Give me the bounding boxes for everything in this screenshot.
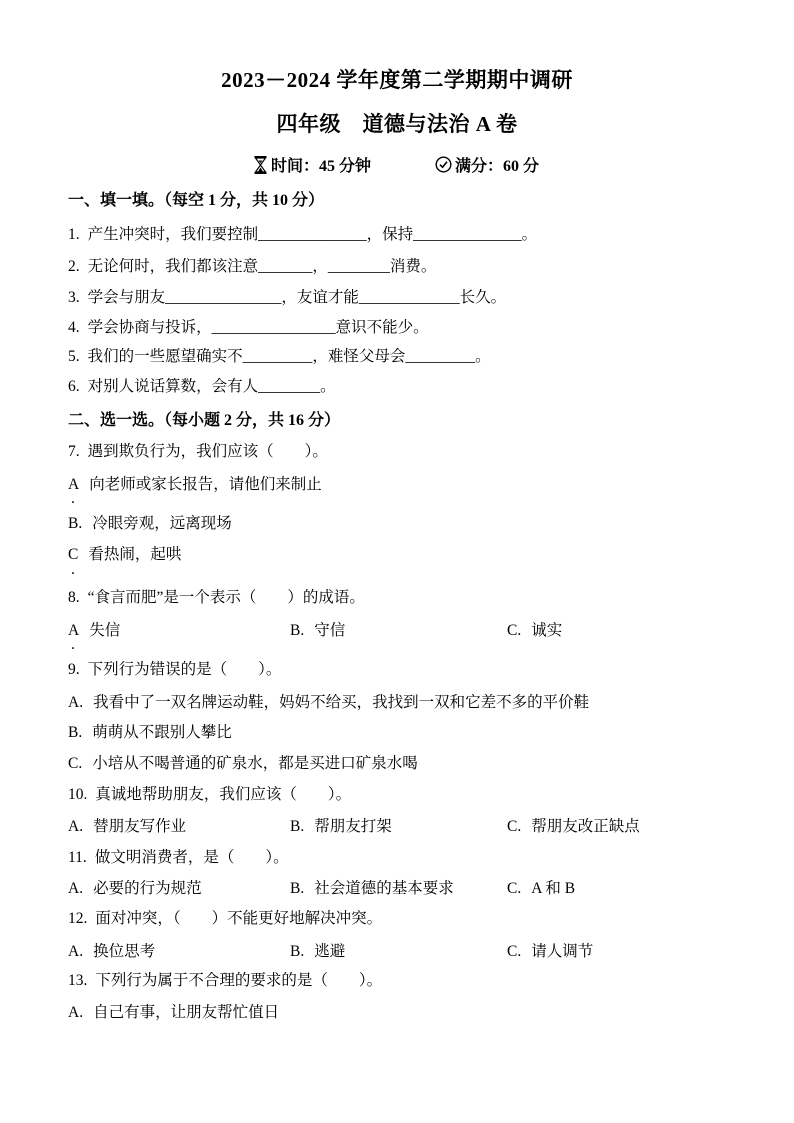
option-label: A. xyxy=(68,1004,84,1021)
section-2-heading: 二、选一选。（每小题 2 分，共 16 分） xyxy=(68,412,341,429)
fill-item-5 xyxy=(68,346,491,368)
option-label: A. xyxy=(68,943,84,960)
options-row-10 xyxy=(68,816,748,838)
question-number: 7. xyxy=(68,443,80,460)
option-label: B. xyxy=(290,818,305,835)
option-label: A xyxy=(68,476,80,493)
item-text: 产生冲突时，我们要控制______________，保持______________。 xyxy=(87,226,538,243)
options-row-12 xyxy=(68,941,748,963)
options-row-11 xyxy=(68,878,748,900)
question-text: 下列行为错误的是（ ）。 xyxy=(87,661,282,678)
option-8-c xyxy=(507,620,562,642)
option-text: 冷眼旁观，远离现场 xyxy=(92,515,232,532)
question-10 xyxy=(68,784,351,806)
question-9 xyxy=(68,659,281,681)
page-title: 2023－2024 学年度第二学期期中调研 xyxy=(221,68,573,92)
question-8 xyxy=(68,587,365,609)
option-label: A. xyxy=(68,880,84,897)
time-label: 时间：45 分钟 xyxy=(271,158,372,175)
option-text: 逃避 xyxy=(314,943,346,960)
item-text: 对别人说话算数，会有人________。 xyxy=(87,378,336,395)
option-12-c xyxy=(507,941,593,963)
option-label: B. xyxy=(68,724,83,741)
question-11 xyxy=(68,847,289,869)
option-13-a xyxy=(68,1002,279,1024)
stray-period: . xyxy=(71,490,75,507)
fill-item-1 xyxy=(68,224,537,246)
option-label: C. xyxy=(507,622,522,639)
option-text: 帮朋友打架 xyxy=(314,818,392,835)
option-9-c xyxy=(68,753,418,775)
question-number: 9. xyxy=(68,661,80,678)
option-text: 我看中了一双名牌运动鞋，妈妈不给买，我找到一双和它差不多的平价鞋 xyxy=(93,694,590,711)
option-text: 请人调节 xyxy=(531,943,594,960)
option-11-c xyxy=(507,878,575,900)
score-info xyxy=(435,153,539,176)
option-7-c xyxy=(68,544,181,566)
item-number: 6. xyxy=(68,378,80,395)
option-label: C. xyxy=(507,943,522,960)
question-text: 遇到欺负行为，我们应该（ ）。 xyxy=(87,443,328,460)
option-text: 向老师或家长报告，请他们来制止 xyxy=(89,476,322,493)
question-number: 11. xyxy=(68,849,87,866)
option-label: B. xyxy=(290,880,305,897)
option-text: 自己有事，让朋友帮忙值日 xyxy=(93,1004,280,1021)
item-text: 我们的一些愿望确实不_________，难怪父母会_________。 xyxy=(87,348,491,365)
option-10-c xyxy=(507,816,640,838)
option-text: 小培从不喝普通的矿泉水，都是买进口矿泉水喝 xyxy=(92,755,418,772)
option-text: 必要的行为规范 xyxy=(93,880,202,897)
option-label: A. xyxy=(68,818,84,835)
option-text: 守信 xyxy=(314,622,346,639)
item-text: 学会协商与投诉，________________意识不能少。 xyxy=(87,319,429,336)
option-7-b xyxy=(68,513,232,535)
option-12-a xyxy=(68,941,155,963)
option-8-a xyxy=(68,620,120,642)
fill-item-3 xyxy=(68,287,506,309)
item-number: 5. xyxy=(68,348,80,365)
question-number: 10. xyxy=(68,786,88,803)
option-text: 替朋友写作业 xyxy=(93,818,187,835)
option-text: 失信 xyxy=(89,622,121,639)
hourglass-icon xyxy=(253,156,268,174)
fill-item-2 xyxy=(68,256,436,278)
item-number: 1. xyxy=(68,226,80,243)
stray-period: . xyxy=(71,636,75,653)
option-label: C. xyxy=(68,755,83,772)
option-10-b xyxy=(290,816,392,838)
item-text: 学会与朋友_______________，友谊才能_____________长久。 xyxy=(87,289,507,306)
fill-item-6 xyxy=(68,376,336,398)
option-12-b xyxy=(290,941,345,963)
options-row-8 xyxy=(68,620,748,642)
question-text: 做文明消费者，是（ ）。 xyxy=(94,849,289,866)
option-9-b xyxy=(68,722,232,744)
question-number: 13. xyxy=(68,972,88,989)
question-text: 下列行为属于不合理的要求的是（ ）。 xyxy=(95,972,383,989)
section-1-heading: 一、填一填。（每空 1 分，共 10 分） xyxy=(68,192,325,209)
option-label: C. xyxy=(507,880,522,897)
option-text: 换位思考 xyxy=(93,943,156,960)
option-label: B. xyxy=(290,622,305,639)
option-label: C xyxy=(68,546,79,563)
question-text: 面对冲突，（ ）不能更好地解决冲突。 xyxy=(95,910,383,927)
score-label: 满分：60 分 xyxy=(455,158,540,175)
time-info xyxy=(253,153,371,176)
option-text: 萌萌从不跟别人攀比 xyxy=(92,724,232,741)
option-label: C. xyxy=(507,818,522,835)
option-11-a xyxy=(68,878,202,900)
item-number: 4. xyxy=(68,319,80,336)
option-label: B. xyxy=(290,943,305,960)
item-text: 无论何时，我们都该注意_______，________消费。 xyxy=(87,258,437,275)
fill-item-4 xyxy=(68,317,429,339)
question-12 xyxy=(68,908,382,930)
option-11-b xyxy=(290,878,454,900)
option-7-a xyxy=(68,474,322,496)
option-label: A xyxy=(68,622,80,639)
option-8-b xyxy=(290,620,345,642)
option-text: 帮朋友改正缺点 xyxy=(531,818,640,835)
option-label: B. xyxy=(68,515,83,532)
question-text: “食言而肥”是一个表示（ ）的成语。 xyxy=(87,589,365,606)
item-number: 2. xyxy=(68,258,80,275)
question-13 xyxy=(68,970,382,992)
check-circle-icon xyxy=(435,156,452,173)
option-label: A. xyxy=(68,694,84,711)
option-text: 诚实 xyxy=(531,622,563,639)
question-number: 8. xyxy=(68,589,80,606)
option-9-a xyxy=(68,692,589,714)
option-text: 社会道德的基本要求 xyxy=(314,880,454,897)
stray-period: . xyxy=(71,561,75,578)
page-subtitle: 四年级 道德与法治 A 卷 xyxy=(276,112,518,136)
question-7 xyxy=(68,441,328,463)
question-text: 真诚地帮助朋友，我们应该（ ）。 xyxy=(95,786,352,803)
option-text: 看热闹，起哄 xyxy=(88,546,182,563)
option-text: A 和 B xyxy=(531,880,576,897)
option-10-a xyxy=(68,816,186,838)
question-number: 12. xyxy=(68,910,88,927)
item-number: 3. xyxy=(68,289,80,306)
